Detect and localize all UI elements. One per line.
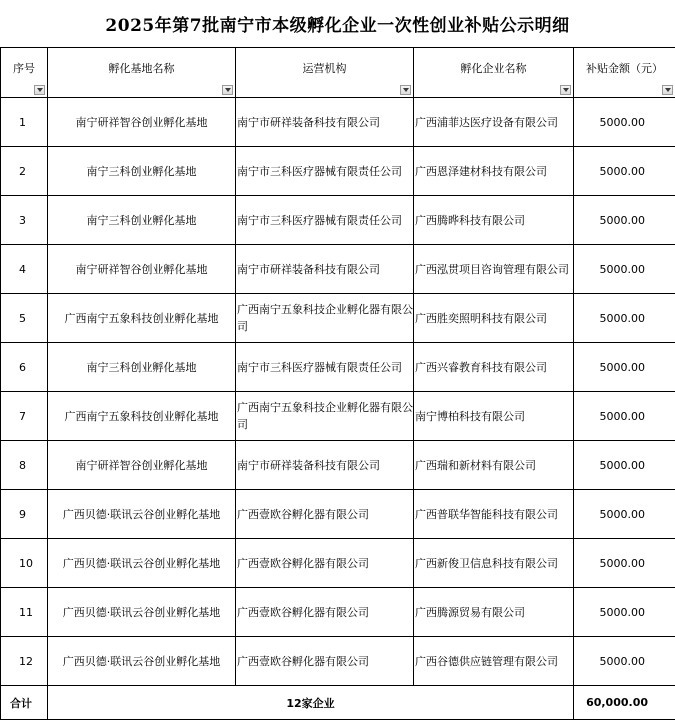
cell-amount: 5000.00 [574,196,675,245]
table-row [1,343,675,392]
table-row [1,392,675,441]
filter-dropdown-icon[interactable] [662,85,673,95]
cell-base: 广西南宁五象科技创业孵化基地 [48,392,236,441]
cell-base: 南宁研祥智谷创业孵化基地 [48,98,236,147]
cell-index: 6 [1,343,48,392]
cell-company: 广西泓贯项目咨询管理有限公司 [414,245,574,294]
cell-operator: 南宁市研祥装备科技有限公司 [236,245,414,294]
header-row [1,48,675,98]
cell-index: 5 [1,294,48,343]
cell-base: 广西贝德·联讯云谷创业孵化基地 [48,539,236,588]
cell-index: 9 [1,490,48,539]
cell-company: 广西恩泽建材科技有限公司 [414,147,574,196]
cell-company: 广西腾晔科技有限公司 [414,196,574,245]
total-label: 合计 [1,686,48,720]
header-amount [574,48,675,98]
cell-company: 广西谷德供应链管理有限公司 [414,637,574,686]
table-row [1,539,675,588]
cell-amount: 5000.00 [574,245,675,294]
cell-company: 广西瑞和新材料有限公司 [414,441,574,490]
cell-amount: 5000.00 [574,490,675,539]
cell-index: 1 [1,98,48,147]
header-operator [236,48,414,98]
cell-index: 8 [1,441,48,490]
header-index [1,48,48,98]
cell-company: 南宁博柏科技有限公司 [414,392,574,441]
filter-dropdown-icon[interactable] [560,85,571,95]
table-row [1,147,675,196]
filter-dropdown-icon[interactable] [400,85,411,95]
cell-amount: 5000.00 [574,588,675,637]
cell-base: 南宁研祥智谷创业孵化基地 [48,441,236,490]
cell-index: 12 [1,637,48,686]
cell-operator: 广西南宁五象科技企业孵化器有限公司 [236,294,414,343]
cell-operator: 广西南宁五象科技企业孵化器有限公司 [236,392,414,441]
table-row [1,98,675,147]
table-row [1,245,675,294]
cell-base: 广西南宁五象科技创业孵化基地 [48,294,236,343]
table-row [1,441,675,490]
cell-amount: 5000.00 [574,294,675,343]
cell-amount: 5000.00 [574,98,675,147]
cell-company: 广西腾源贸易有限公司 [414,588,574,637]
cell-company: 广西兴睿教育科技有限公司 [414,343,574,392]
page-title: 2025年第7批南宁市本级孵化企业一次性创业补贴公示明细 [105,15,570,36]
subsidy-table [0,47,675,720]
cell-operator: 南宁市三科医疗器械有限责任公司 [236,196,414,245]
cell-index: 4 [1,245,48,294]
cell-index: 10 [1,539,48,588]
table-row [1,588,675,637]
cell-operator: 南宁市三科医疗器械有限责任公司 [236,147,414,196]
cell-company: 广西胜奕照明科技有限公司 [414,294,574,343]
table-row [1,196,675,245]
cell-base: 广西贝德·联讯云谷创业孵化基地 [48,588,236,637]
cell-index: 2 [1,147,48,196]
cell-amount: 5000.00 [574,343,675,392]
header-company [414,48,574,98]
cell-amount: 5000.00 [574,147,675,196]
cell-operator: 广西壹欧谷孵化器有限公司 [236,588,414,637]
total-count: 12家企业 [48,686,574,720]
table-row [1,490,675,539]
cell-base: 广西贝德·联讯云谷创业孵化基地 [48,637,236,686]
cell-base: 南宁三科创业孵化基地 [48,196,236,245]
cell-base: 南宁研祥智谷创业孵化基地 [48,245,236,294]
cell-index: 7 [1,392,48,441]
header-amount-label: 补贴金额（元） [586,61,663,75]
cell-operator: 广西壹欧谷孵化器有限公司 [236,490,414,539]
cell-amount: 5000.00 [574,637,675,686]
cell-base: 南宁三科创业孵化基地 [48,343,236,392]
table-row [1,294,675,343]
cell-base: 广西贝德·联讯云谷创业孵化基地 [48,490,236,539]
cell-operator: 广西壹欧谷孵化器有限公司 [236,637,414,686]
cell-operator: 南宁市研祥装备科技有限公司 [236,441,414,490]
cell-index: 11 [1,588,48,637]
total-row [1,686,675,720]
filter-dropdown-icon[interactable] [34,85,45,95]
cell-base: 南宁三科创业孵化基地 [48,147,236,196]
header-index-label: 序号 [13,61,35,75]
filter-dropdown-icon[interactable] [222,85,233,95]
cell-operator: 南宁市研祥装备科技有限公司 [236,98,414,147]
cell-company: 广西浦菲达医疗设备有限公司 [414,98,574,147]
table-row [1,637,675,686]
cell-company: 广西普联华智能科技有限公司 [414,490,574,539]
cell-amount: 5000.00 [574,441,675,490]
cell-company: 广西新俊卫信息科技有限公司 [414,539,574,588]
cell-operator: 广西壹欧谷孵化器有限公司 [236,539,414,588]
cell-amount: 5000.00 [574,392,675,441]
total-amount: 60,000.00 [574,686,675,720]
cell-amount: 5000.00 [574,539,675,588]
cell-index: 3 [1,196,48,245]
header-base [48,48,236,98]
header-operator-label: 运营机构 [302,61,347,75]
header-company-label: 孵化企业名称 [460,61,527,75]
cell-operator: 南宁市三科医疗器械有限责任公司 [236,343,414,392]
header-base-label: 孵化基地名称 [108,61,175,75]
